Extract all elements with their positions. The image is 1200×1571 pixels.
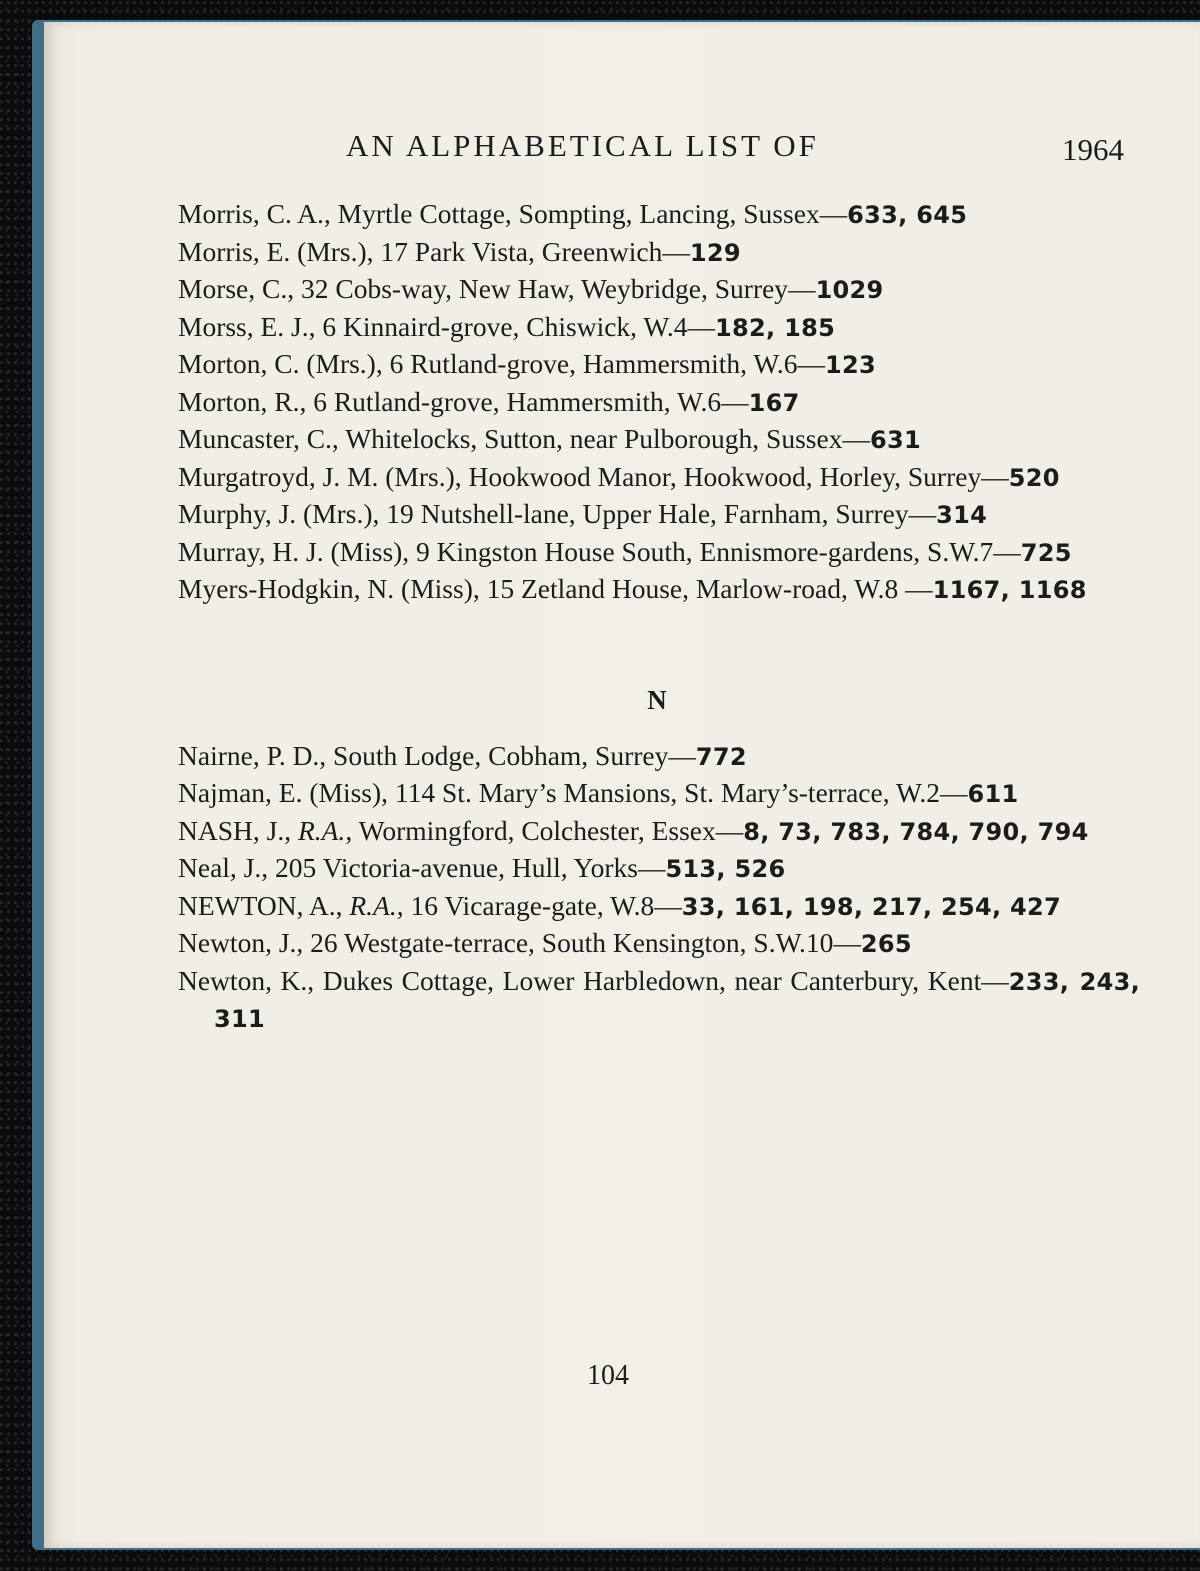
entry-text: Morris, C. A., Myrtle Cottage, Sompting, Lancing, Sussex— [178, 198, 848, 229]
entry-honour: R.A. [349, 889, 397, 921]
entry-text: Morton, R., 6 Rutland-grove, Hammersmith, W.6— [178, 385, 749, 417]
entry-text: Neal, J., 205 Victoria-avenue, Hull, Yorks— [178, 852, 666, 883]
entry-catalogue-numbers: 772 [695, 742, 747, 771]
list-entry [178, 571, 1140, 609]
entry-address: , 16 Vicarage-gate, W.8— [396, 889, 682, 921]
entry-text: Najman, E. (Miss), 114 St. Mary’s Mansions, St. Mary’s-terrace, W.2— [178, 777, 968, 808]
entry-text: Muncaster, C., Whitelocks, Sutton, near Pulborough, Sussex— [178, 423, 870, 454]
entry-catalogue-numbers: 8, 73, 783, 784, 790, 794 [743, 817, 1089, 846]
page-number-text: 104 [587, 1360, 629, 1391]
header-title: AN ALPHABETICAL LIST OF [346, 128, 819, 163]
entry-catalogue-numbers: 123 [824, 351, 876, 379]
entry-catalogue-numbers: 725 [1020, 538, 1072, 567]
list-entry [178, 813, 1140, 851]
entry-catalogue-numbers: 1029 [815, 276, 884, 304]
entries-m-group [178, 196, 1140, 609]
entry-catalogue-numbers: 233, 243, 311 [214, 967, 1140, 1033]
entry-catalogue-numbers: 513, 526 [665, 855, 786, 883]
running-header [0, 128, 1200, 176]
list-entry [178, 775, 1140, 813]
entry-catalogue-numbers: 631 [869, 426, 921, 454]
entry-catalogue-numbers: 1167, 1168 [932, 576, 1087, 604]
page-number [0, 1360, 1200, 1392]
entry-text: Morris, E. (Mrs.), 17 Park Vista, Greenwich— [178, 235, 690, 267]
entry-text: Newton, K., Dukes Cottage, Lower Harbledown, near Canterbury, Kent— [178, 964, 1009, 996]
list-entry [178, 925, 1140, 963]
entry-catalogue-numbers: 167 [748, 388, 800, 417]
entry-text: NEWTON, A., [178, 889, 350, 921]
entry-text: Morton, C. (Mrs.), 6 Rutland-grove, Hammersmith, W.6— [178, 348, 825, 379]
entry-text: Murphy, J. (Mrs.), 19 Nutshell-lane, Upper Hale, Farnham, Surrey— [178, 498, 937, 529]
entry-text: Myers-Hodgkin, N. (Miss), 15 Zetland House, Marlow-road, W.8 — [178, 573, 933, 604]
entry-catalogue-numbers: 182, 185 [715, 313, 836, 342]
entry-catalogue-numbers: 314 [936, 501, 988, 529]
entry-catalogue-numbers: 33, 161, 198, 217, 254, 427 [681, 892, 1062, 921]
list-entry [178, 738, 1140, 776]
entry-text: Murgatroyd, J. M. (Mrs.), Hookwood Manor, Hookwood, Horley, Surrey— [178, 460, 1009, 492]
entry-list [178, 196, 1140, 1038]
list-entry [178, 384, 1140, 422]
entry-catalogue-numbers: 520 [1008, 463, 1060, 492]
list-entry [178, 850, 1140, 888]
entry-catalogue-numbers: 611 [967, 780, 1019, 808]
header-year: 1964 [1062, 132, 1124, 167]
entry-text: NASH, J., [178, 814, 298, 846]
list-entry [178, 196, 1140, 234]
entries-n-group [178, 738, 1140, 1038]
entry-text: Newton, J., 26 Westgate-terrace, South Kensington, S.W.10— [178, 927, 861, 958]
entry-text: Morse, C., 32 Cobs-way, New Haw, Weybridge, Surrey— [178, 273, 816, 304]
entry-text: Morss, E. J., 6 Kinnaird-grove, Chiswick, W.4— [178, 310, 715, 342]
list-entry [178, 421, 1140, 459]
list-entry [178, 309, 1140, 347]
entry-text: Murray, H. J. (Miss), 9 Kingston House South, Ennismore-gardens, S.W.7— [178, 535, 1021, 567]
entry-text: Nairne, P. D., South Lodge, Cobham, Surrey— [178, 739, 696, 771]
section-letter: N [647, 684, 667, 715]
entry-honour: R.A. [297, 814, 346, 846]
list-entry [178, 234, 1140, 272]
list-entry [178, 963, 1140, 1038]
entry-catalogue-numbers: 129 [689, 238, 741, 267]
entry-address: , Wormingford, Colchester, Essex— [345, 814, 744, 846]
entry-catalogue-numbers: 265 [860, 930, 912, 958]
list-entry [178, 346, 1140, 384]
list-entry [178, 459, 1140, 497]
list-entry [178, 888, 1140, 926]
list-entry [178, 496, 1140, 534]
list-entry [178, 271, 1140, 309]
list-entry [178, 534, 1140, 572]
entry-catalogue-numbers: 633, 645 [847, 201, 968, 229]
